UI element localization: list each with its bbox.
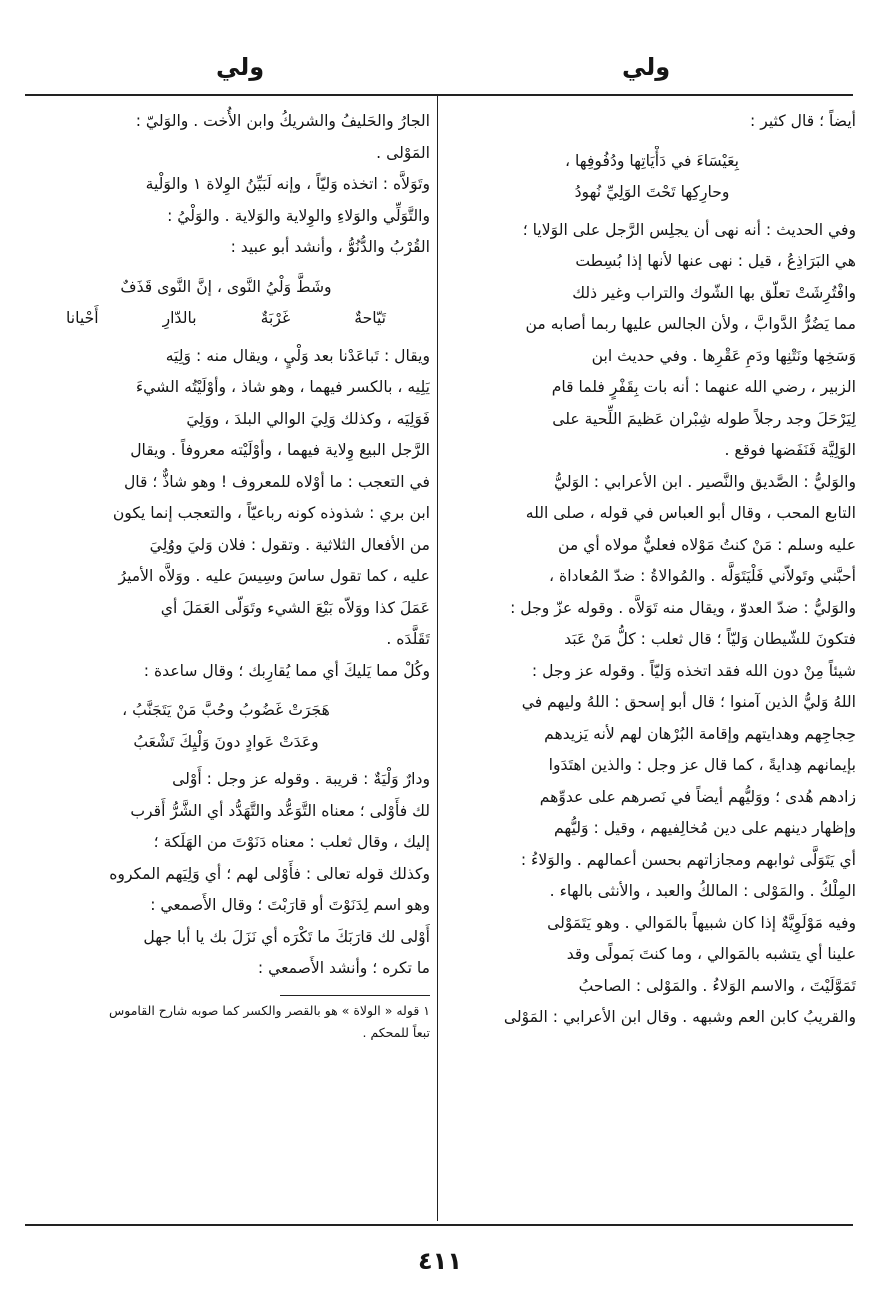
text-line: والتَّوَلِّي والوَلاءِ والوِلاية والوَلاية . والوَلْيُ :: [167, 206, 430, 225]
text-line: إليك ، وقال ثعلب : معناه دَنَوْتَ من الهَلَكة ؛: [153, 833, 430, 851]
text-line: حِجاجِهم وهدايتهم وإقامة البُرْهان لهم لأنه يَزيدهم: [544, 724, 856, 743]
text-line: وكُلْ مما يَليكَ أي مما يُقارِبك ؛ وقال ساعدة :: [143, 661, 430, 680]
text-line: ابن بري : شذوذه كونه رباعيّاً ، والتعجب إنما يكون: [112, 504, 430, 522]
text-line: من الأفعال الثلاثية . وتقول : فلان وَليَ ووُلِيَ: [149, 535, 430, 554]
verse-line-split: [50, 303, 402, 335]
verse-word: غَرْبَةٌ: [260, 309, 291, 327]
text-line: وإظهار دينهم على دين مُخالِفيهم ، وقيل : وَليُّهم: [554, 819, 856, 837]
text-line: الرَّجل البيع وِلاية فيهما ، وأوْلَيْته معروفاً . ويقال: [130, 441, 430, 459]
page-number: ٤١١: [418, 1247, 462, 1275]
text-line: هي البَرَاذِعُ ، قيل : نهى عنها لأنها إذا بُسِطت: [575, 252, 856, 270]
footnote-rule: [280, 995, 430, 996]
text-line: أَوْلى لك قارَبَكَ ما تَكْرَه أي نَزَلَ بك يا أبا جهل: [143, 927, 430, 946]
text-line: فَوَلِيَه ، وكذلك وَلِيَ الوالي البلدَ ، ووَلِيَ: [186, 409, 430, 428]
verse-word: تَيّاحةٌ: [354, 309, 386, 327]
text-line: وكذلك قوله تعالى : فأَوْلى لهم ؛ أي وَلِيَهم المكروه: [109, 864, 430, 883]
running-head-left: ولي: [216, 53, 265, 81]
text-line: والوَليُّ : الصَّديق والنَّصير . ابن الأعرابي : الوَليُّ: [553, 472, 856, 491]
text-line: وَسَخِها ونَتْنِها ودَمِ عَقْرِها . وفي حديث ابن: [591, 346, 856, 365]
text-line: اللهُ وَليُّ الذين آمنوا ؛ قال أبو إسحق : اللهُ وليهم في: [521, 693, 856, 711]
verse-block: [448, 146, 856, 209]
text-line: مما يَضُرُّ الدَّوابَّ ، ولأن الجالس عليها ربما أصابه من: [525, 315, 856, 333]
text-line: وفي الحديث : أنه نهى أن يجلِس الرَّجل على الوَلايا ؛: [522, 220, 856, 239]
bottom-rule: [25, 1224, 853, 1226]
verse-word: بالدّارِ: [162, 309, 197, 327]
text-line: لِيَرْحَلَ وجد رجلاً طوله شِبْران عَظيمَ اللِّحية على: [552, 409, 856, 428]
text-line: وهو اسم لِدَنَوْتَ أو قارَبْتَ ؛ وقال الأَصمعي :: [150, 896, 430, 914]
right-column: [448, 106, 856, 1218]
text-line: الزبير ، رضي الله عنهما : أنه بات بِقَفْرٍ فلما قام: [551, 378, 856, 396]
text-line: شيئاً مِنْ دون الله فقد اتخذه وَليّاً . وقوله عز وجل :: [531, 661, 856, 680]
text-line: بإيمانهم هِدايةً ، كما قال عز وجل : والذين اهتَدَوا: [548, 756, 856, 774]
text-line: تَمَوَّلَيْتَ ، والاسم الوَلاءُ . والمَوْلى : الصاحبُ: [578, 976, 856, 995]
text-line: ويقال : تَباعَدْنا بعد وَلْيٍ ، ويقال منه : وَلِيَه: [165, 346, 430, 365]
text-line: المَوْلى .: [376, 143, 430, 162]
text-line: وافْتُرِشَتْ تعلّق بها الشّوك والتراب وغير ذلك: [572, 283, 856, 302]
text-line: وفيه مَوْلَوِيَّةٌ إذا كان شبيهاً بالمَوالي . وهو يَتَمَوْلى: [547, 913, 856, 932]
text-line: المِلْكُ . والمَوْلى : المالكُ والعبد ، والأنثى بالهاء .: [549, 882, 856, 900]
running-head-right: ولي: [622, 53, 671, 81]
text-line: عَمَلَ كذا ووَلاّه بَيْعَ الشيء وتَوَلّى العَمَلَ أي: [160, 598, 430, 617]
text-line: ودارٌ وَلْيَةٌ : قريبة . وقوله عز وجل : أَوْلى: [172, 770, 430, 788]
text-line: علينا أي يتشبه بالمَوالي ، وما كنتَ بَمولًى وقد: [566, 945, 856, 963]
top-rule: [25, 94, 853, 96]
text-line: في التعجب : ما أوْلاه للمعروف ! وهو شاذٌّ ؛ قال: [123, 472, 430, 491]
text-line: الجارُ والحَليفُ والشريكُ وابن الأُخت . والوَليّ :: [135, 112, 430, 130]
verse-word: أَحْيانا: [66, 309, 99, 327]
text-line: والقريبُ كابن العم وشبهه . وقال ابن الأعرابي : المَوْلى: [503, 1008, 856, 1026]
verse-line: وعَدَتْ عَوادٍ دونَ وَلْيِكَ تَشْعَبُ: [133, 732, 319, 751]
verse-line: هَجَرَتْ غَضُوبُ وحُبَّ مَنْ يَتَجَنَّبُ ،: [122, 701, 330, 719]
verse-block: [22, 695, 430, 758]
text-line: أحبَّني وتَولاّني فَلْيَتَوَلَّه . والمُوالاةُ : ضدّ المُعاداة ،: [549, 567, 856, 585]
text-line: القُرْبُ والدُّنُوُّ ، وأنشد أبو عبيد :: [230, 238, 430, 256]
verse-line: وحارِكِها تَحْتَ الوَلِيِّ نُهودُ: [574, 183, 730, 201]
column-divider: [437, 96, 438, 1221]
left-column: [22, 106, 430, 1218]
text-line: لك فأَوْلى ؛ معناه التَّوَعُّد والتَّهَدُّد أي الشَّرُّ أَقرب: [130, 801, 430, 820]
footnote-line: ١ قوله « الولاة » هو بالقصر والكسر كما صوبه شارح القاموس: [108, 1002, 430, 1018]
text-line: أي يَتَوَلَّى ثوابهم ومجازاتهم بحسن أعمالهم . والوَلاءُ :: [520, 850, 856, 869]
verse-line: وشَطَّ وَلْيُ النَّوى ، إنَّ النَّوى قَذَفٌ: [120, 277, 332, 296]
text-line: والوَليُّ : ضدّ العدوّ ، ويقال منه تَوَلاَّه . وقوله عزّ وجل :: [510, 598, 856, 617]
text-line: تَقَلَّدَه .: [386, 630, 430, 648]
text-line: أيضاً ؛ قال كثير :: [750, 112, 856, 130]
text-line: الوَلِيَّة فَنَفَضها فوقع .: [724, 441, 856, 459]
text-line: وتَوَلاَّه : اتخذه وَليّاً ، وإنه لَبَيِّنُ الوِلاة ١ والوَلْية: [145, 175, 430, 193]
text-line: عليه وسلم : مَنْ كنتُ مَوْلاه فعليٌّ مولاه أي من: [557, 535, 856, 554]
text-line: يَلِيه ، بالكسر فيهما ، وهو شاذ ، وأوْلَيْتُه الشيءَ: [135, 378, 430, 396]
footnote-line: تبعاً للمحكم .: [362, 1024, 430, 1040]
text-line: عليه ، كما تقول ساسَ وسِيسَ عليه . ووَلاَّه الأميرُ: [118, 567, 430, 585]
text-line: زادهم هُدى ؛ ووَليُّهم أيضاً في نَصرهم على عدوِّهم: [539, 787, 856, 806]
verse-line: بِعَيْسَاءَ في دَأْيَاتِها ودُفُوفِها ،: [565, 151, 739, 170]
text-line: التابع المحب ، وقال أبو العباس في قوله ، صلى الله: [525, 504, 856, 522]
text-line: فتكونَ للشّيطان وَليّاً ؛ قال ثعلب : كلُّ مَنْ عَبَد: [564, 630, 856, 648]
text-line: ما تكره ؛ وأنشد الأَصمعي :: [257, 959, 430, 977]
verse-block: [22, 272, 430, 335]
